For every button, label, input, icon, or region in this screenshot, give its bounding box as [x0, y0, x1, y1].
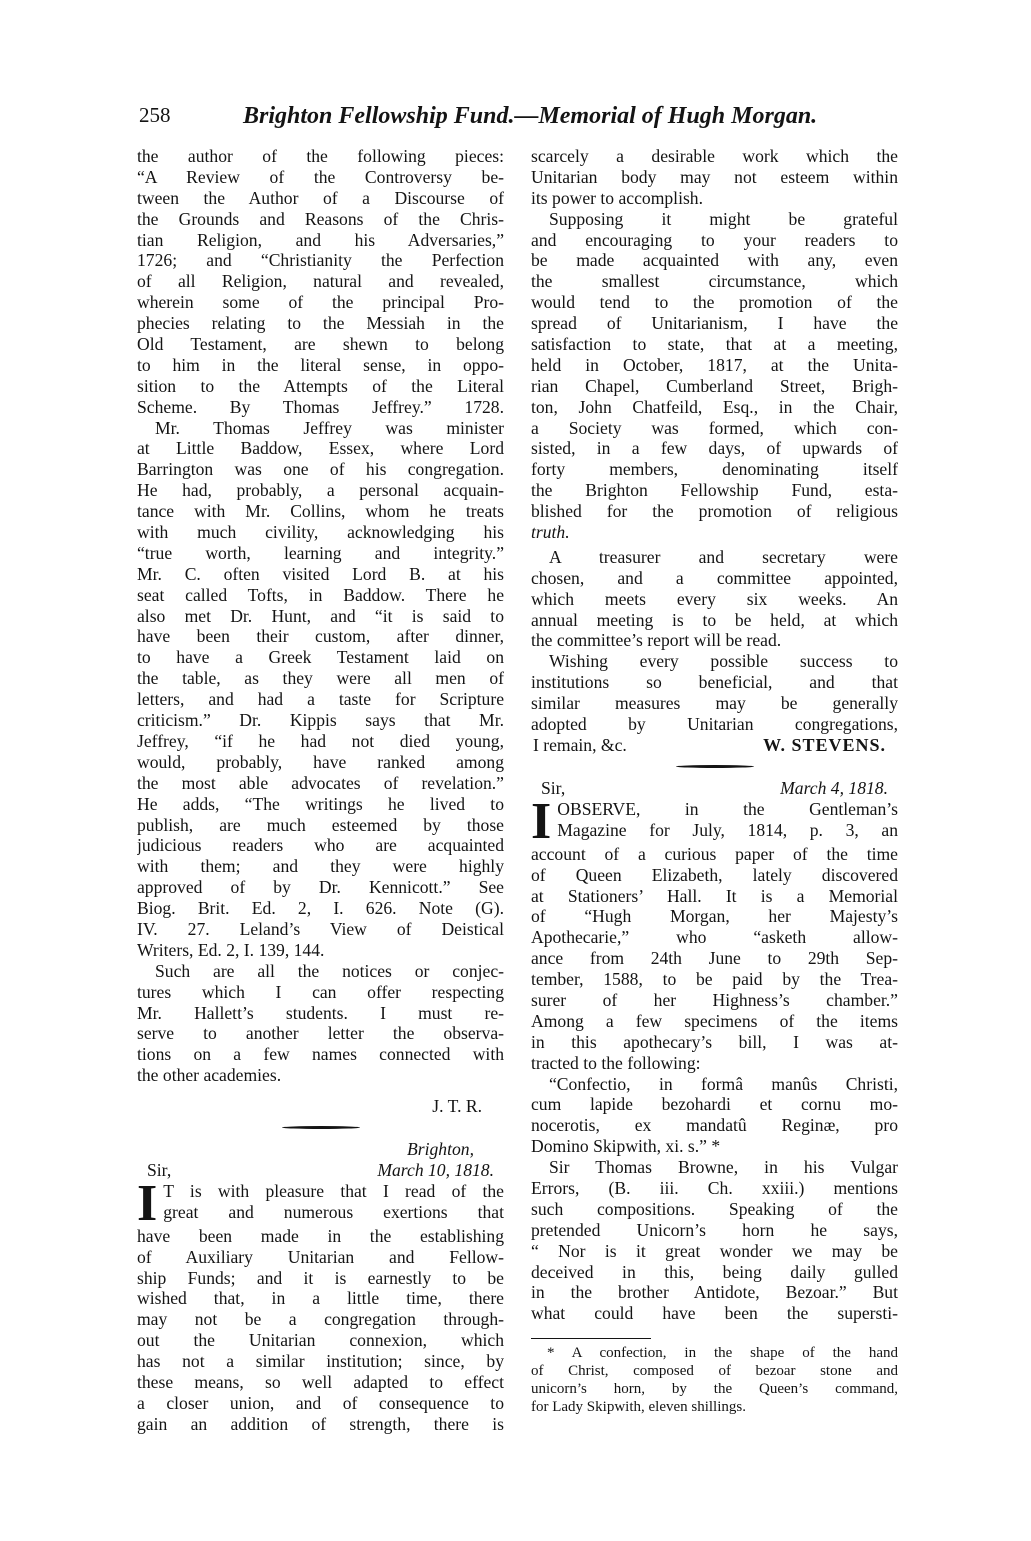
footnote-line: for Lady Skipwith, eleven shillings.	[531, 1398, 746, 1415]
text-line: sisted, in a few days, of upwards of	[531, 438, 898, 459]
text-line: cum lapide bezohardi et cornu mo-	[531, 1094, 898, 1115]
running-header	[139, 103, 899, 137]
text-line: a Society was formed, which con-	[531, 417, 898, 438]
letter-hugh-morgan-body	[531, 792, 898, 1074]
salutation: Sir,	[147, 1159, 172, 1180]
signature-stevens: W. STEVENS.	[763, 734, 886, 755]
text-line: Apothecarie,” who “asketh allow-	[531, 927, 898, 948]
footnote-line: unicorn’s horn, by the Queen’s command,	[531, 1380, 898, 1397]
text-line: 1726; and “Christianity the Perfection	[137, 250, 504, 271]
text-line: ance from 24th June to 29th Sep-	[531, 948, 898, 969]
text-line: serve to another letter the observa-	[137, 1023, 504, 1044]
text-line: Such are all the notices or conjec-	[155, 960, 504, 981]
closing: I remain, &c.	[533, 734, 627, 755]
closing-line	[531, 735, 898, 756]
text-line: pretended Unicorn’s horn he says,	[531, 1219, 898, 1240]
text-line: sition to the Attempts of the Literal	[137, 375, 504, 396]
text-line: out the Unitarian connexion, which	[137, 1330, 504, 1351]
text-line: Errors, (B. iii. Ch. xxiii.) mentions	[531, 1177, 898, 1198]
text-line: judicious readers who are acquainted	[137, 835, 504, 856]
text-line: the Grounds and Reasons of the Chris-	[137, 208, 504, 229]
text-line: “true worth, learning and integrity.”	[137, 542, 504, 563]
letter-heading	[137, 1160, 504, 1181]
text-line: Old Testament, are shewn to belong	[137, 334, 504, 355]
text-line: criticism.” Dr. Kippis says that Mr.	[137, 710, 504, 731]
paragraph-hallett-students	[137, 961, 504, 1086]
text-line: with them; and they were highly	[137, 856, 504, 877]
text-line: spread of Unitarianism, I have the	[531, 313, 898, 334]
text-line: great and numerous exertions that	[163, 1201, 504, 1222]
text-line: would tend to the promotion of the	[531, 292, 898, 313]
text-line: wished that, in a little time, there	[137, 1288, 504, 1309]
signature-jtr: J. T. R.	[432, 1096, 482, 1117]
text-line: with much civility, acknowledging his	[137, 522, 504, 543]
text-line: Magazine for July, 1814, p. 3, an	[557, 819, 898, 840]
text-line: the smallest circumstance, which	[531, 271, 898, 292]
right-column	[531, 146, 898, 1416]
text-line: T is with pleasure that I read of the	[163, 1180, 504, 1201]
footnote	[531, 1338, 898, 1416]
text-line: truth.	[531, 522, 570, 543]
text-line: of Queen Elizabeth, lately discovered	[531, 864, 898, 885]
text-line: be made acquainted with any, even	[531, 250, 898, 271]
text-line: seat called Tofts, in Baddow. There he	[137, 584, 504, 605]
text-line: of all Religion, natural and revealed,	[137, 271, 504, 292]
text-line: tween the Author of a Discourse of	[137, 187, 504, 208]
text-line: the other academies.	[137, 1065, 282, 1086]
footnote-line: * A confection, in the shape of the hand	[547, 1345, 898, 1362]
text-line: tracted to the following:	[531, 1052, 701, 1073]
text-line: He adds, “The writings he lived to	[137, 793, 504, 814]
text-line: also met Dr. Hunt, and “it is said to	[137, 605, 504, 626]
text-line: IV. 27. Leland’s View of Deistical	[137, 918, 504, 939]
text-line: OBSERVE, in the Gentleman’s	[557, 798, 898, 819]
text-line: “A Review of the Controversy be-	[137, 166, 504, 187]
text-line: the committee’s report will be read.	[531, 630, 782, 651]
text-line: which meets every six weeks. An	[531, 588, 898, 609]
text-line: ship Funds; and it is earnestly to be	[137, 1267, 504, 1288]
text-line: Biog. Brit. Ed. 2, I. 626. Note (G).	[137, 898, 504, 919]
section-divider	[531, 762, 898, 772]
footnote-rule	[531, 1338, 651, 1339]
text-line: publish, are much esteemed by those	[137, 814, 504, 835]
text-line: Jeffrey, “if he had not died young,	[137, 730, 504, 751]
text-line: rian Chapel, Cumberland Street, Brigh-	[531, 375, 898, 396]
text-line: tures which I can offer respecting	[137, 981, 504, 1002]
text-line: letters, and had a taste for Scripture	[137, 689, 504, 710]
letter-date: March 10, 1818.	[377, 1159, 494, 1180]
text-line: what could have been the supersti-	[531, 1303, 898, 1324]
text-line: satisfaction to state, that at a meeting,	[531, 334, 898, 355]
text-line: ton, John Chatfeild, Esq., in the Chair,	[531, 396, 898, 417]
text-line: similar measures may be generally	[531, 693, 898, 714]
text-line: phecies relating to the Messiah in the	[137, 313, 504, 334]
text-line: adopted by Unitarian congregations,	[531, 714, 898, 735]
text-line: surer of her Highness’s chamber.”	[531, 989, 898, 1010]
text-line: He had, probably, a personal acquain-	[137, 480, 504, 501]
text-line: these means, so well adapted to effect	[137, 1371, 504, 1392]
footnote-line: of Christ, composed of bezoar stone and	[531, 1363, 898, 1379]
text-line: Mr. C. often visited Lord B. at his	[137, 563, 504, 584]
text-line: Scheme. By Thomas Jeffrey.” 1728.	[137, 396, 504, 417]
text-line: have been their custom, after dinner,	[137, 626, 504, 647]
text-line: such compositions. Speaking of the	[531, 1198, 898, 1219]
text-line: to have a Greek Testament laid on	[137, 647, 504, 668]
text-line: tance with Mr. Collins, whom he treats	[137, 501, 504, 522]
text-line: gain an addition of strength, there is	[137, 1413, 504, 1434]
text-line: of Auxiliary Unitarian and Fellow-	[137, 1246, 504, 1267]
text-line: and encouraging to your readers to	[531, 229, 898, 250]
text-line: tions on a few names connected with	[137, 1044, 504, 1065]
paragraph-browne	[531, 1157, 898, 1324]
text-line: at Little Baddow, Essex, where Lord	[137, 438, 504, 459]
text-line: would, probably, have ranked among	[137, 751, 504, 772]
text-line: a closer union, and of consequence to	[137, 1392, 504, 1413]
text-line: the Brighton Fellowship Fund, esta-	[531, 480, 898, 501]
text-line: “Confectio, in formâ manûs Christi,	[549, 1073, 898, 1094]
paragraph-wishing	[531, 651, 898, 735]
text-line: Domino Skipwith, xi. s.” *	[531, 1136, 721, 1157]
text-line: deceived in this, being daily gulled	[531, 1261, 898, 1282]
text-line: in this apothecary’s bill, I was at-	[531, 1031, 898, 1052]
text-line: its power to accomplish.	[531, 187, 703, 208]
paragraph-continuation	[531, 146, 898, 209]
text-line: account of a curious paper of the time	[531, 843, 898, 864]
text-line: has not a similar institution; since, by	[137, 1351, 504, 1372]
text-line: Mr. Hallett’s students. I must re-	[137, 1002, 504, 1023]
text-line: forty members, denominating itself	[531, 459, 898, 480]
text-line: tian Religion, and his Adversaries,”	[137, 229, 504, 250]
text-line: nocerotis, ex mandatû Reginæ, pro	[531, 1115, 898, 1136]
text-line: Wishing every possible success to	[549, 651, 898, 672]
text-line: annual meeting is to be held, at which	[531, 609, 898, 630]
text-line: scarcely a desirable work which the	[531, 146, 898, 166]
letter-date: March 4, 1818.	[780, 777, 888, 798]
text-line: wherein some of the principal Pro-	[137, 292, 504, 313]
text-line: the most able advocates of revelation.”	[137, 772, 504, 793]
text-line: at Stationers’ Hall. It is a Memorial	[531, 885, 898, 906]
paragraph-jeffrey-works	[137, 146, 504, 418]
text-line: may not be a congregation through-	[137, 1309, 504, 1330]
drop-cap: I	[137, 1174, 158, 1232]
paragraph-society-formed	[531, 209, 898, 543]
text-line: Mr. Thomas Jeffrey was minister	[155, 417, 504, 438]
text-line: Among a few specimens of the items	[531, 1010, 898, 1031]
text-line: Writers, Ed. 2, I. 139, 144.	[137, 939, 325, 960]
text-line: held in October, 1817, at the Unita-	[531, 354, 898, 375]
text-line: the author of the following pieces:	[137, 146, 504, 166]
text-line: have been made in the establishing	[137, 1225, 504, 1246]
drop-cap: I	[531, 792, 552, 850]
text-line: the table, as they were all men of	[137, 668, 504, 689]
salutation: Sir,	[541, 777, 566, 798]
text-line: institutions so beneficial, and that	[531, 672, 898, 693]
letter-heading	[531, 778, 898, 799]
text-line: in the brother Antidote, Bezoar.” But	[531, 1282, 898, 1303]
text-line: A treasurer and secretary were	[549, 546, 898, 567]
letter-place: Brighton,	[407, 1138, 474, 1159]
paragraph-treasurer	[531, 547, 898, 651]
running-title: Brighton Fellowship Fund.—Memorial of Hugh Morgan.	[243, 103, 818, 129]
text-line: Unitarian body may not esteem within	[531, 166, 898, 187]
section-divider	[137, 1123, 504, 1133]
text-line: of “Hugh Morgan, her Majesty’s	[531, 906, 898, 927]
letter-brighton-body	[137, 1174, 504, 1435]
page-number: 258	[139, 103, 171, 127]
text-line: blished for the promotion of religious	[531, 501, 898, 522]
text-line: “ Nor is it great wonder we may be	[531, 1240, 898, 1261]
text-line: to him in the literal sense, in oppo-	[137, 354, 504, 375]
text-line: Barrington was one of his congregation.	[137, 459, 504, 480]
text-line: Sir Thomas Browne, in his Vulgar	[549, 1157, 898, 1178]
text-line: approved of by Dr. Kennicott.” See	[137, 877, 504, 898]
text-line: chosen, and a committee appointed,	[531, 567, 898, 588]
paragraph-jeffrey-bio	[137, 418, 504, 961]
left-column	[137, 146, 504, 1435]
text-line: tember, 1588, to be paid by the Trea-	[531, 969, 898, 990]
text-line: Supposing it might be grateful	[549, 208, 898, 229]
latin-quotation	[531, 1074, 898, 1158]
